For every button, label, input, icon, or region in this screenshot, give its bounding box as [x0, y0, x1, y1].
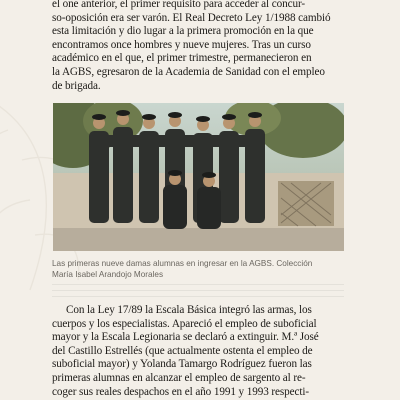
caption-line: María Isabel Arandojo Morales [52, 270, 164, 279]
text-line: el one anterior, el primer requisito para acceder al concur- [52, 0, 305, 10]
text-line: esta limitación y dio lugar a la primera promoción en la que [52, 25, 314, 38]
text-line: de brigada. [52, 79, 101, 92]
text-line: so-oposición era ser varón. El Real Decreto Ley 1/1988 cambió [52, 11, 331, 24]
caption-line: Las primeras nueve damas alumnas en ingresar en la AGBS. Colección [52, 259, 313, 268]
text-line: del Castillo Estrellés (que actualmente ostenta el empleo de [52, 344, 313, 357]
photo-caption [52, 258, 344, 280]
paragraph-top [52, 0, 344, 93]
text-line: mayor y la Escala Legionaria se declaró a extinguir. M.ª José [52, 331, 319, 344]
group-photo-illustration [53, 103, 344, 251]
text-line: académico en el que, el primer trimestre, permanecieron en [52, 52, 312, 65]
show-through-text [52, 284, 344, 302]
text-line: la AGBS, egresaron de la Academia de Sanidad con el empleo [52, 65, 325, 78]
text-line: Con la Ley 17/89 la Escala Básica integró las armas, los [66, 304, 312, 316]
group-photo [53, 103, 344, 251]
text-line: encontramos once hombres y nueve mujeres. Tras un curso [52, 38, 311, 51]
text-line: primeras alumnas en alcanzar el empleo de sargento al re- [52, 371, 306, 384]
paragraph-bottom [52, 304, 344, 399]
text-line: coger sus reales despachos en el año 1991 y 1993 respecti- [52, 385, 310, 398]
text-line: cuerpos y los especialistas. Apareció el empleo de suboficial [52, 317, 317, 330]
text-line: suboficial mayor) y Yolanda Tamargo Rodríguez fueron las [52, 358, 312, 371]
